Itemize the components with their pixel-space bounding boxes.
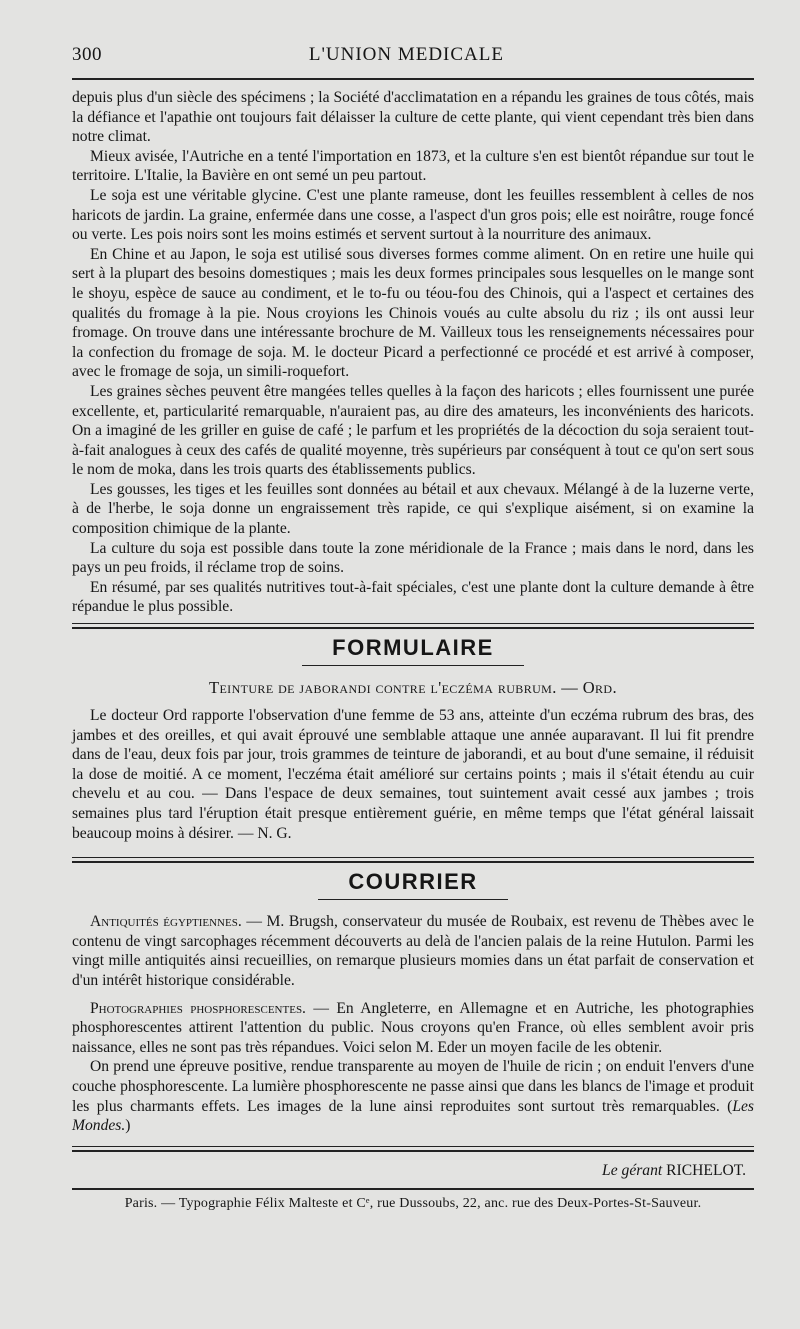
courrier-item-text: — En Angleterre, en Allemagne et en Autriche, les photographies phosphorescentes attirent l'attention du public. Nous croyons qu'en France, où elles semblent avoir pris naissance, elles ne sont pas très répandues. Voici selon M. Eder un moyen facile de les obtenir. xyxy=(72,999,754,1056)
article-paragraph: Les graines sèches peuvent être mangées telles quelles à la façon des haricots ; elles fournissent une purée excellente, et, particularité remarquable, n'auraient pas, au dire des amateurs, les inconvénients des haricots. On a imaginé de les griller en guise de café ; le parfum et les propriétés de la décoction du soja seraient tout-à-fait analogues à ceux des cafés de qualité moyenne, très supérieurs par conséquent à tout ce qu'on sert sous le nom de moka, dans les trois quarts des établissements publics. xyxy=(72,382,754,479)
signature-name: RICHELOT. xyxy=(666,1161,746,1179)
source-citation: Les Mondes. xyxy=(72,1097,754,1135)
article-paragraph: En résumé, par ses qualités nutritives tout-à-fait spéciales, c'est une plante dont la culture demande à être répandue le plus possible. xyxy=(72,578,754,616)
soja-article xyxy=(72,88,754,617)
article-paragraph: Les gousses, les tiges et les feuilles sont données au bétail et aux chevaux. Mélangé à de la luzerne verte, à de l'herbe, le soja donne un engraissement très rapide, ce qui s'explique aisément, si on examine la composition chimique de la plante. xyxy=(72,480,754,538)
courrier-item-heading: Photographies phosphorescentes. xyxy=(90,999,306,1017)
article-paragraph: Mieux avisée, l'Autriche en a tenté l'importation en 1873, et la culture s'en est bientôt répandue sur tout le territoire. L'Italie, la Bavière en ont semé un peu partout. xyxy=(72,147,754,185)
courrier-title: COURRIER xyxy=(72,869,754,900)
page-number: 300 xyxy=(72,44,102,65)
section-divider xyxy=(72,1146,754,1152)
formulaire-subheading: Teinture de jaborandi contre l'eczéma rubrum. — Ord. xyxy=(208,678,618,698)
journal-title: L'UNION MEDICALE xyxy=(308,44,504,65)
article-paragraph: La culture du soja est possible dans toute la zone méridionale de la France ; mais dans le nord, dans les pays un peu froids, il réclame trop de soins. xyxy=(72,539,754,577)
header-rule xyxy=(72,78,754,80)
courrier-item xyxy=(72,999,754,1058)
courrier-item xyxy=(72,912,754,990)
article-paragraph: Le soja est une véritable glycine. C'est une plante rameuse, dont les feuilles ressemblent à celles de nos haricots de jardin. La graine, enfermée dans une cosse, a l'aspect d'un gros pois; elle est noirâtre, rouge foncé ou verte. Les pois noirs sont les moins estimés et servent surtout à la nourriture des animaux. xyxy=(72,186,754,244)
courrier-item-text: — M. Brugsh, conservateur du musée de Roubaix, est revenu de Thèbes avec le contenu de vingt sarcophages récemment découverts au delà de l'ancien palais de la reine Hutulon. Parmi les vingt mille antiquités ainsi recueillies, on remarque plusieurs momies dans un état parfait de conservation et d'un intérêt historique considérable. xyxy=(72,913,754,989)
page-header xyxy=(72,44,754,66)
courrier-item-heading: Antiquités égyptiennes. xyxy=(90,913,242,931)
signature xyxy=(72,1162,746,1180)
signature-label: Le gérant xyxy=(602,1161,663,1179)
formulaire-paragraph: Le docteur Ord rapporte l'observation d'une femme de 53 ans, atteinte d'un eczéma rubrum des bras, des jambes et des oreilles, et qui avait éprouvé une semblable attaque une année auparavant. Il lui fit prendre dans de l'eau, deux fois par jour, trois grammes de teinture de jaborandi, et au bout d'une semaine, il réduisit la dose de moitié. A ce moment, l'eczéma était amélioré sur certains points ; mais il s'était étendu au cuir chevelu et au cou. — Dans l'espace de deux semaines, tout suintement avait cessé aux jambes ; trois semaines plus tard l'éruption était presque entièrement guérie, en même temps que l'état général laissait beaucoup moins à désirer. — N. G. xyxy=(72,707,754,842)
article-paragraph: depuis plus d'un siècle des spécimens ; la Société d'acclimatation en a répandu les graines de tous côtés, mais la défiance et l'apathie ont toujours fait délaisser la culture de cette plante, qui vient cependant très bien dans notre climat. xyxy=(72,89,754,146)
printer-imprint: Paris. — Typographie Félix Malteste et Cᵉ, rue Dussoubs, 22, anc. rue des Deux-Portes-St-Sauveur. xyxy=(124,1195,702,1211)
courrier-closing: On prend une épreuve positive, rendue transparente au moyen de l'huile de ricin ; on enduit l'envers d'une couche phosphorescente. La lumière phosphorescente ne passe ainsi que dans les blancs de l'image et produit les plus charmants effets. Les images de la lune ainsi reproduites sont surtout très remarquables. (Les Mondes.) xyxy=(72,1058,754,1135)
formulaire-title: FORMULAIRE xyxy=(72,635,754,666)
section-divider xyxy=(72,857,754,863)
article-paragraph: En Chine et au Japon, le soja est utilisé sous diverses formes comme aliment. On en retire une huile qui sert à la plupart des besoins domestiques ; mais les deux formes principales sous lesquelles on le mange sont le shoyu, espèce de sauce au condiment, et le to-fu ou téou-fou des Chinois, qui a l'aspect et certaines des qualités du fromage à la pie. Nous croyions les Chinois voués au culte absolu du riz ; ils ont aussi leur fromage. On trouve dans une intéressante brochure de M. Vailleux tous les renseignements nécessaires pour la confection du fromage de soja. M. le docteur Picard a perfectionné ce procédé et est arrivé à composer, avec le fromage de soja, un simili-roquefort. xyxy=(72,245,754,381)
footer-rule xyxy=(72,1188,754,1190)
section-divider xyxy=(72,623,754,629)
